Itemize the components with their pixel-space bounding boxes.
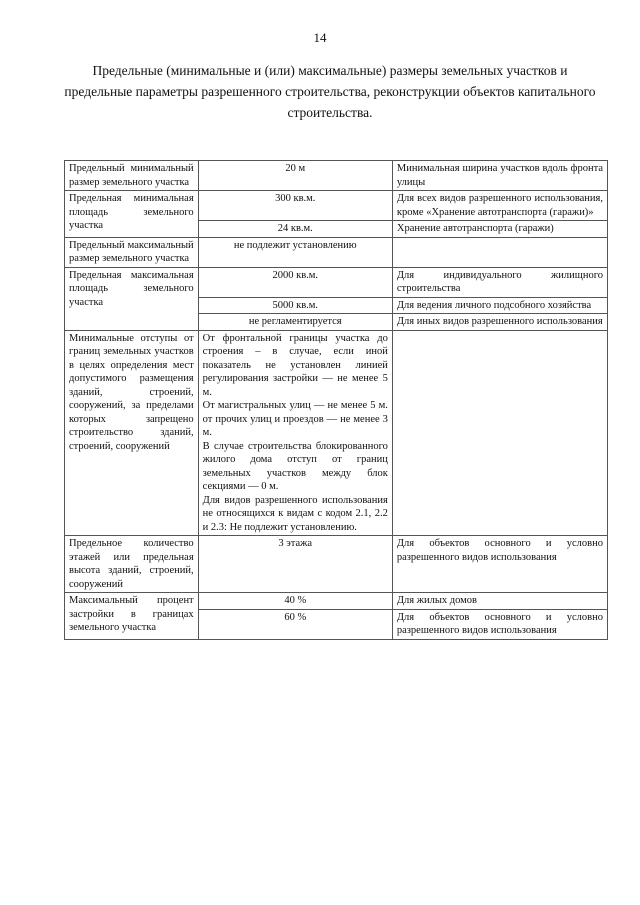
param-name: Предельная минимальная площадь земельного участка <box>65 191 199 238</box>
param-note: Для объектов основного и условно разрешенного видов использования <box>392 536 607 593</box>
table-row <box>65 191 608 221</box>
table-row <box>65 161 608 191</box>
param-value: 3 этажа <box>198 536 392 593</box>
document-title: Предельные (минимальные и (или) максимальные) размеры земельных участков и предельные параметры разрешенного строительства, реконструкции объектов капитального строительства. <box>64 63 596 120</box>
param-value: не подлежит установлению <box>198 237 392 267</box>
setback-paragraph: Для видов разрешенного использования не относящихся к видам с кодом 2.1, 2.2 и 2.3: Не подлежит установлению. <box>202 494 388 533</box>
parameters-table <box>64 160 608 640</box>
param-name: Предельная максимальная площадь земельного участка <box>65 267 199 330</box>
table-row <box>65 237 608 267</box>
param-name: Предельное количество этажей или предельная высота зданий, строений, сооружений <box>65 536 199 593</box>
param-value: 2000 кв.м. <box>198 267 392 297</box>
setback-paragraph: В случае строительства блокированного жилого дома отступ от границ земельных участков между блок секциями — 0 м. <box>202 440 388 492</box>
table-row <box>65 330 608 536</box>
param-note: Для жилых домов <box>392 593 607 610</box>
param-note: Для иных видов разрешенного использования <box>392 314 607 331</box>
param-value: 300 кв.м. <box>198 191 392 221</box>
param-note: Для всех видов разрешенного использования, кроме «Хранение автотранспорта (гаражи)» <box>392 191 607 221</box>
param-value <box>198 330 392 536</box>
param-name: Минимальные отступы от границ земельных участков в целях определения мест допустимого размещения зданий, строений, сооружений, за пределами которых запрещено строительство зданий, строений, сооружений <box>65 330 199 536</box>
page-number: 14 <box>313 30 327 45</box>
param-note: Для индивидуального жилищного строительства <box>392 267 607 297</box>
setback-paragraph: От фронтальной границы участка до строения – в случае, если иной показатель не установлен линией регулирования застройки — не менее 5 м. <box>202 332 388 398</box>
param-value: 20 м <box>198 161 392 191</box>
param-name: Максимальный процент застройки в границах земельного участка <box>65 593 199 640</box>
param-name: Предельный минимальный размер земельного участка <box>65 161 199 191</box>
param-value: 40 % <box>198 593 392 610</box>
param-value: 5000 кв.м. <box>198 297 392 314</box>
table-row <box>65 593 608 610</box>
param-value: не регламентируется <box>198 314 392 331</box>
param-value: 60 % <box>198 609 392 639</box>
param-note: Минимальная ширина участков вдоль фронта улицы <box>392 161 607 191</box>
table-row <box>65 536 608 593</box>
param-note <box>392 330 607 536</box>
param-note: Для ведения личного подсобного хозяйства <box>392 297 607 314</box>
param-name: Предельный максимальный размер земельного участка <box>65 237 199 267</box>
param-note <box>392 237 607 267</box>
setback-paragraph: От магистральных улиц — не менее 5 м. от прочих улиц и проездов — не менее 3 м. <box>202 400 388 438</box>
param-value: 24 кв.м. <box>198 221 392 238</box>
param-note: Хранение автотранспорта (гаражи) <box>392 221 607 238</box>
param-note: Для объектов основного и условно разрешенного видов использования <box>392 609 607 639</box>
table-row <box>65 267 608 297</box>
